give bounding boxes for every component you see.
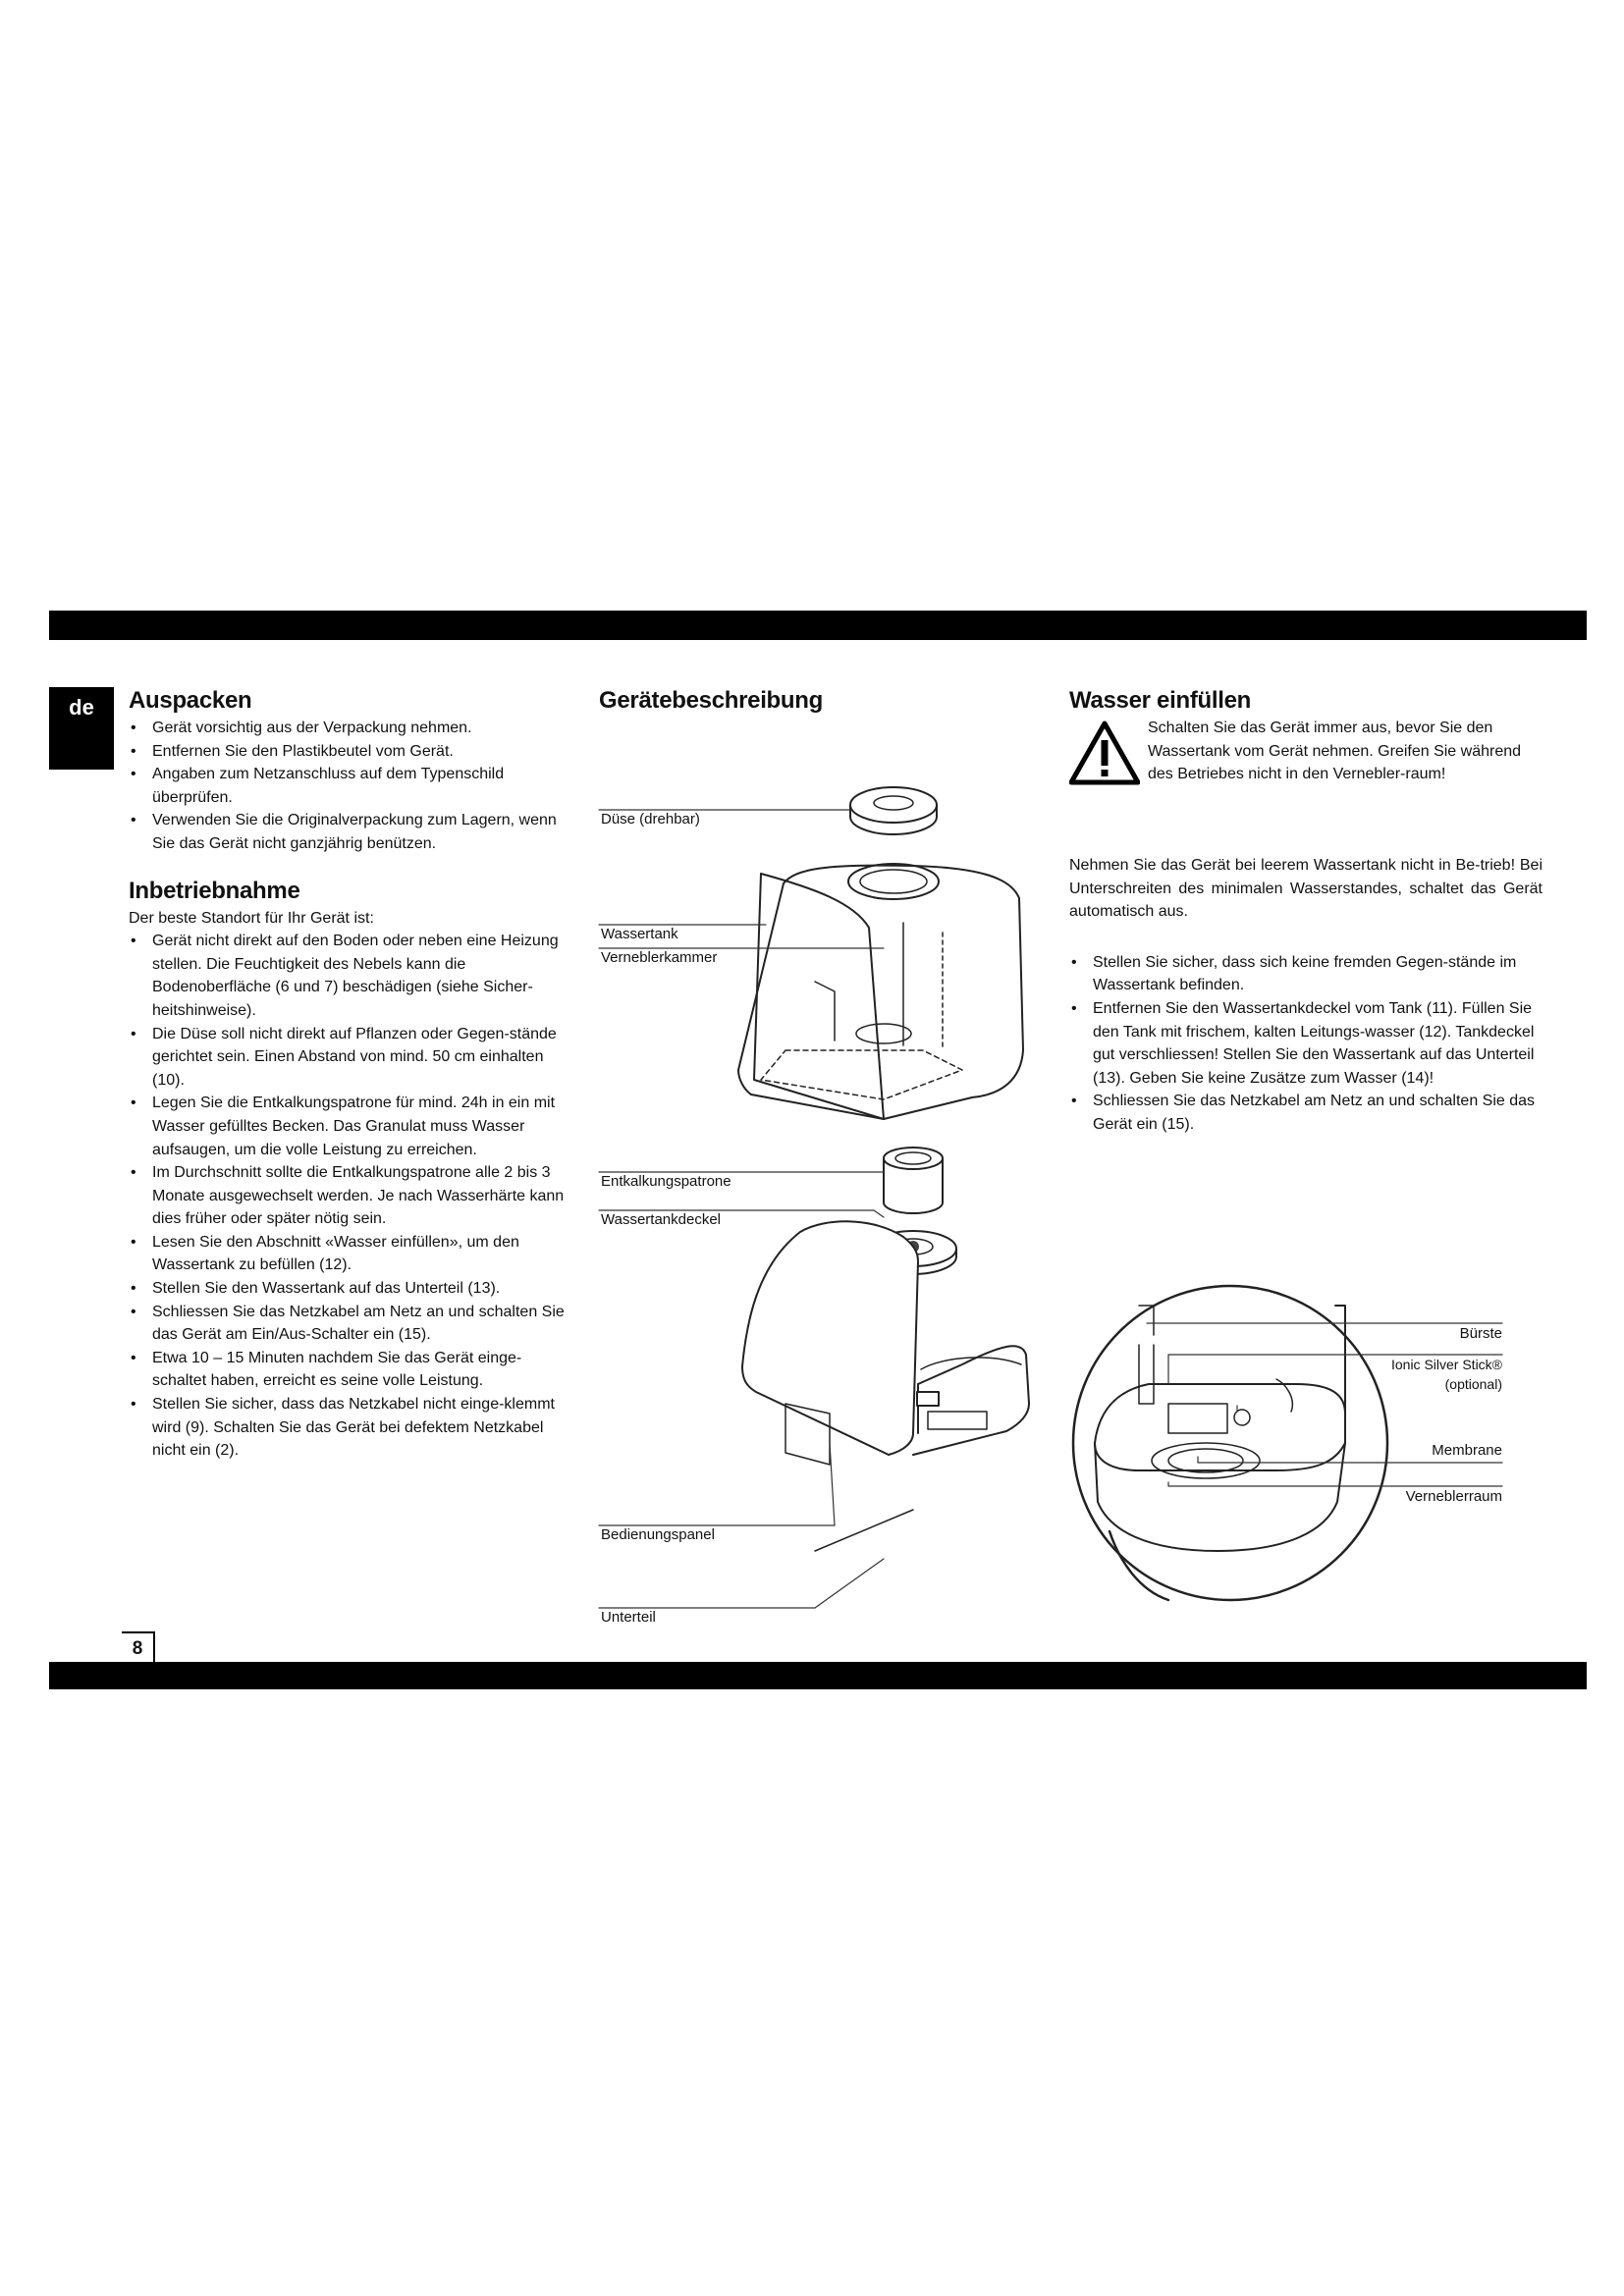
- list-item: • Verwenden Sie die Originalverpackung zum Lagern, wenn Sie das Gerät nicht ganzjährig benützen.: [129, 809, 575, 855]
- wasser-paragraph: Nehmen Sie das Gerät bei leerem Wassertank nicht in Be-trieb! Bei Unterschreiten des minimalen Wasserstandes, schaltet das Gerät automatisch aus.: [1069, 857, 1543, 921]
- list-item: • Angaben zum Netzanschluss auf dem Typenschild überprüfen.: [129, 763, 575, 809]
- list-item: • Im Durchschnitt sollte die Entkalkungspatrone alle 2 bis 3 Monate ausgewechselt werden. Je nach Wasserhärte kann dies früher oder später nötig sein.: [129, 1161, 575, 1231]
- section-title-inbetriebnahme: Inbetriebnahme: [129, 877, 300, 904]
- auspacken-list: [129, 717, 575, 856]
- bottom-bar: [49, 1662, 1587, 1689]
- list-item: • Stellen Sie sicher, dass sich keine fremden Gegen-stände im Wassertank befinden.: [1069, 951, 1543, 997]
- inbetriebnahme-list: [129, 930, 575, 1463]
- list-item: • Gerät nicht direkt auf den Boden oder neben eine Heizung stellen. Die Feuchtigkeit des Nebels kann die Bodenoberfläche (6 und 7) beschädigen (siehe Sicher-heitshinweise).: [129, 930, 575, 1022]
- warning-text: Schalten Sie das Gerät immer aus, bevor Sie den Wassertank vom Gerät nehmen. Greifen Sie während des Betriebes nicht in den Vernebler-raum!: [1148, 720, 1522, 783]
- list-item: • Entfernen Sie den Wassertankdeckel vom Tank (11). Füllen Sie den Tank mit frischem, kalten Leitungs-wasser (12). Tankdeckel gut verschliessen! Stellen Sie den Wassertank auf das Unterteil (13). Geben Sie keine Zusätze zum Wasser (14)!: [1069, 997, 1543, 1090]
- label-duese: Düse (drehbar): [601, 811, 700, 828]
- label-bedienungspanel: Bedienungspanel: [601, 1526, 715, 1543]
- column-left: [129, 687, 575, 1463]
- label-optional: (optional): [1444, 1376, 1502, 1392]
- list-item: • Stellen Sie den Wassertank auf das Unterteil (13).: [129, 1277, 575, 1301]
- list-item: • Gerät vorsichtig aus der Verpackung nehmen.: [129, 717, 575, 740]
- label-membrane: Membrane: [1432, 1442, 1502, 1459]
- water-tank-part: [738, 864, 1023, 1119]
- list-item: • Schliessen Sie das Netzkabel am Netz an und schalten Sie das Gerät ein (15).: [1069, 1090, 1543, 1136]
- section-title-auspacken: Auspacken: [129, 687, 252, 714]
- list-item: • Die Düse soll nicht direkt auf Pflanzen oder Gegen-stände gerichtet sein. Einen Abstand von mind. 50 cm einhalten (10).: [129, 1023, 575, 1093]
- label-entkalkungspatrone: Entkalkungspatrone: [601, 1173, 731, 1190]
- list-item: • Legen Sie die Entkalkungspatrone für mind. 24h in ein mit Wasser gefülltes Becken. Das Granulat muss Wasser aufsaugen, um die volle Leistung zu erreichen.: [129, 1092, 575, 1161]
- section-title-geraetebeschreibung: Gerätebeschreibung: [599, 687, 824, 714]
- detail-magnifier: [1073, 1286, 1387, 1600]
- base-part: [742, 1221, 1029, 1551]
- label-verneblerraum: Verneblerraum: [1405, 1488, 1502, 1505]
- label-wassertank: Wassertank: [601, 926, 678, 942]
- label-ionic-silver-stick: Ionic Silver Stick®: [1390, 1357, 1502, 1372]
- column-middle: [599, 687, 835, 717]
- top-bar: [49, 611, 1587, 640]
- label-unterteil: Unterteil: [601, 1609, 656, 1626]
- nozzle-part: [850, 787, 937, 834]
- label-buerste: Bürste: [1459, 1325, 1502, 1342]
- inbetriebnahme-intro: Der beste Standort für Ihr Gerät ist:: [129, 909, 374, 927]
- list-item: • Etwa 10 – 15 Minuten nachdem Sie das Gerät einge-schaltet haben, erreicht es seine volle Leistung.: [129, 1347, 575, 1393]
- section-title-wasser-einfuellen: Wasser einfüllen: [1069, 687, 1252, 714]
- list-item: • Schliessen Sie das Netzkabel am Netz an und schalten Sie das Gerät am Ein/Aus-Schalter ein (15).: [129, 1301, 575, 1347]
- list-item: • Lesen Sie den Abschnitt «Wasser einfüllen», um den Wassertank zu befüllen (12).: [129, 1231, 575, 1277]
- device-drawing: [589, 756, 1571, 1639]
- list-item: • Stellen Sie sicher, dass das Netzkabel nicht einge-klemmt wird (9). Schalten Sie das Gerät bei defektem Netzkabel nicht ein (2).: [129, 1393, 575, 1463]
- language-tab: de: [49, 687, 114, 770]
- device-illustration: [589, 756, 1571, 1639]
- list-item: • Entfernen Sie den Plastikbeutel vom Gerät.: [129, 740, 575, 764]
- page-number: 8: [122, 1631, 155, 1662]
- label-wassertankdeckel: Wassertankdeckel: [601, 1211, 721, 1228]
- label-verneblerkammer: Verneblerkammer: [601, 949, 718, 966]
- cartridge-part: [884, 1148, 943, 1213]
